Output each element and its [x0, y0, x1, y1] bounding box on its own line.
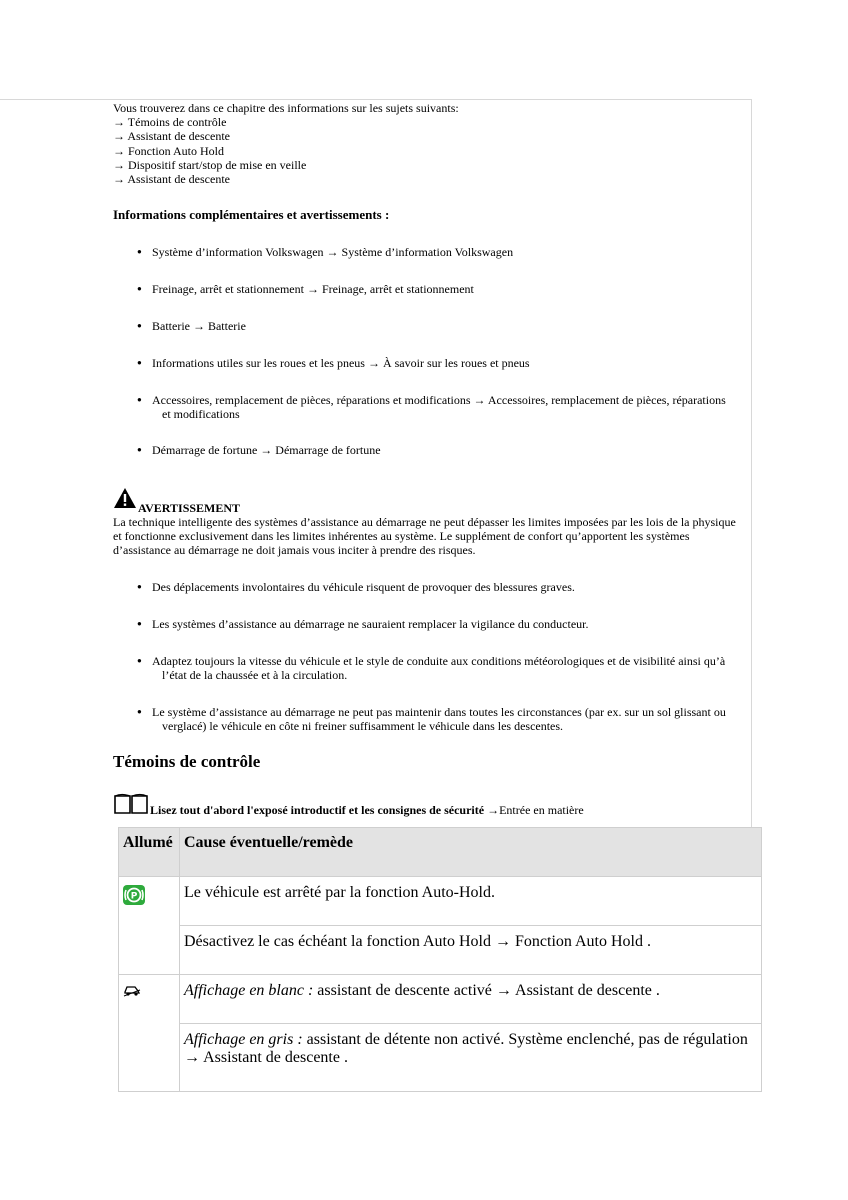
descent-link[interactable]: assistant de descente activé → Assistant de descente . [313, 982, 660, 999]
topic-link[interactable]: → Témoins de contrôle [113, 115, 227, 130]
warning-item: ● Le système d’assistance au démarrage ne peut pas maintenir dans toutes les circonstances (par ex. sur un sol glissant ou verglacé) le véhicule en côte ni freiner suffisamment le véhicule dans les descentes. [152, 705, 742, 733]
indicator-cell [119, 877, 180, 975]
warning-item: ● Les systèmes d’assistance au démarrage ne sauraient remplacer la vigilance du conducteur. [152, 617, 742, 631]
col-header-lit: Allumé [119, 828, 180, 877]
frame-top-border [0, 99, 752, 100]
read-first-line [150, 803, 584, 818]
info-item[interactable]: ● Système d’information Volkswagen → Système d’information Volkswagen [152, 245, 742, 259]
info-item[interactable]: ● Batterie → Batterie [152, 319, 742, 333]
section-title: Témoins de contrôle [113, 752, 261, 771]
autohold-p-icon [123, 885, 145, 905]
status-label: Affichage en blanc : [184, 982, 314, 999]
svg-text:P: P [130, 891, 138, 902]
table-cell: Le véhicule est arrêté par la fonction Auto-Hold. [180, 877, 762, 926]
table-row [119, 975, 762, 1024]
table-row [119, 877, 762, 926]
warning-text: La technique intelligente des systèmes d’assistance au démarrage ne peut dépasser les limites imposées par les lois de la physique et fonctionne exclusivement dans les limites inhérentes au système. Le supplément de confort qu’apportent les systèmes d’assistance au démarrage ne doit jamais vous inciter à prendre des risques. [113, 515, 736, 558]
info-item[interactable]: ● Freinage, arrêt et stationnement → Freinage, arrêt et stationnement [152, 282, 742, 296]
warning-item: ● Adaptez toujours la vitesse du véhicule et le style de conduite aux conditions météorologiques et de visibilité ainsi qu’à l’état de la chaussée et à la circulation. [152, 654, 742, 682]
status-label: Affichage en gris : [184, 1031, 303, 1048]
info-item[interactable]: ● Informations utiles sur les roues et les pneus → À savoir sur les roues et pneus [152, 356, 742, 370]
table-row [119, 1024, 762, 1092]
open-book-icon [113, 793, 149, 815]
intro-lead: Vous trouverez dans ce chapitre des informations sur les sujets suivants: [113, 101, 459, 115]
topic-link[interactable]: → Fonction Auto Hold [113, 143, 225, 158]
warning-triangle-icon [113, 487, 137, 509]
indicator-cell [119, 975, 180, 1092]
info-item[interactable]: ● Accessoires, remplacement de pièces, réparations et modifications → Accessoires, remplacement de pièces, réparations et modifications [152, 393, 742, 421]
autohold-link[interactable]: Désactivez le cas échéant la fonction Auto Hold → Fonction Auto Hold . [184, 933, 651, 950]
topic-link[interactable]: → Assistant de descente [113, 129, 230, 144]
col-header-cause: Cause éventuelle/remède [180, 828, 762, 877]
table-cell [180, 926, 762, 975]
frame-right-border [751, 99, 752, 829]
table-header-row [119, 828, 762, 877]
intro-block [113, 101, 459, 186]
table-row [119, 926, 762, 975]
warning-item: ● Des déplacements involontaires du véhicule risquent de provoquer des blessures graves. [152, 580, 742, 594]
table-cell [180, 975, 762, 1024]
warning-title: AVERTISSEMENT [138, 501, 241, 515]
descent-link[interactable]: assistant de détente non activé. Système enclenché, pas de régulation → Assistant de descente . [184, 1031, 748, 1066]
indicator-table [118, 827, 762, 1092]
info-heading: Informations complémentaires et avertissements : [113, 207, 390, 222]
info-item[interactable]: ● Démarrage de fortune → Démarrage de fortune [152, 443, 742, 457]
topic-link[interactable]: → Assistant de descente [113, 172, 230, 187]
topic-link[interactable]: → Dispositif start/stop de mise en veille [113, 157, 307, 172]
read-first-text: Lisez tout d'abord l'exposé introductif et les consignes de sécurité [150, 803, 485, 817]
table-cell [180, 1024, 762, 1092]
intro-link[interactable]: →Entrée en matière [484, 803, 584, 817]
hill-descent-icon [123, 983, 141, 997]
